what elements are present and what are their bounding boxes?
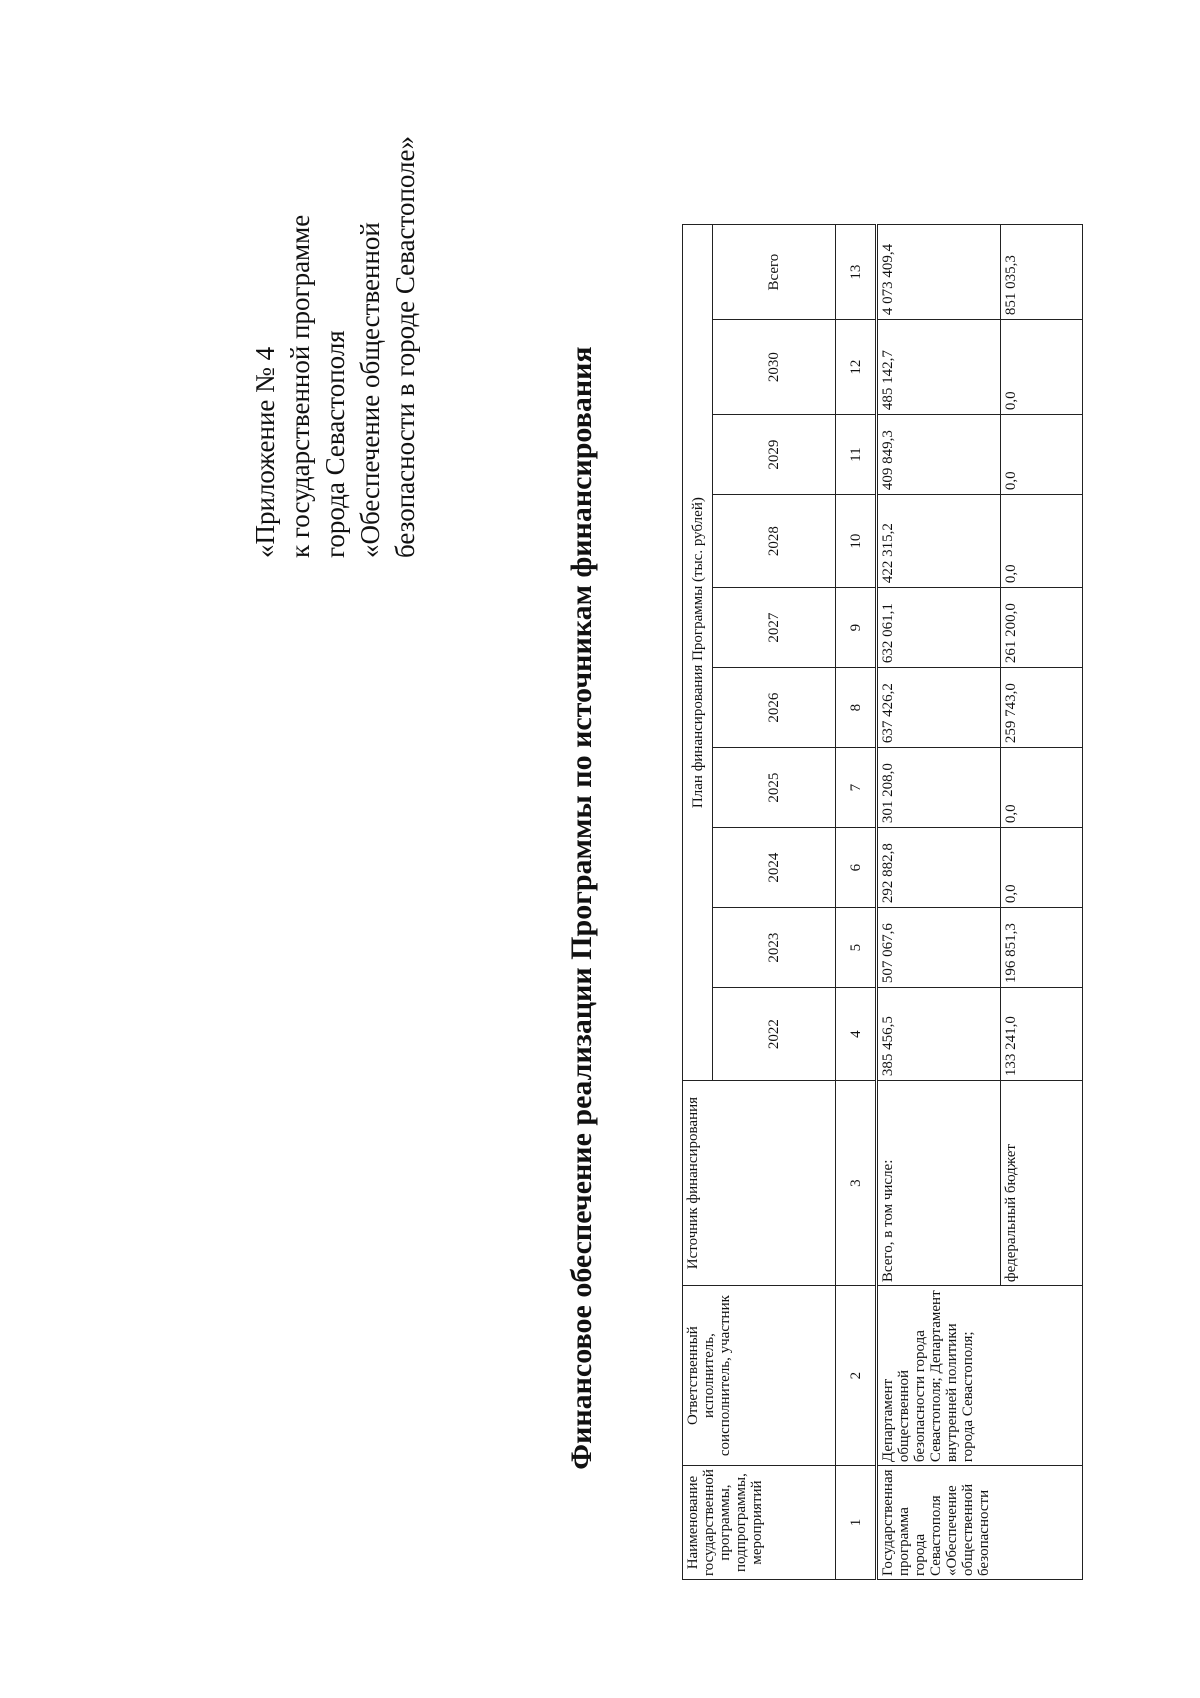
value-cell: 301 208,0 [877,748,1001,828]
appendix-line: безопасности в городе Севастополе» [390,136,420,558]
header-year: 2022 [713,988,836,1081]
value-cell: 632 061,1 [877,588,1001,668]
column-number: 4 [836,988,877,1081]
value-cell: 422 315,2 [877,495,1001,588]
column-number: 6 [836,828,877,908]
financing-table [682,224,1083,1580]
value-cell: 196 851,3 [1001,908,1083,988]
value-cell: 0,0 [1001,748,1083,828]
column-number: 13 [836,225,877,320]
value-cell: 133 241,0 [1001,988,1083,1081]
column-number: 8 [836,668,877,748]
header-year: 2029 [713,415,836,495]
header-year: 2026 [713,668,836,748]
column-number: 9 [836,588,877,668]
header-plan: План финансирования Программы (тыс. рублей) [683,225,713,1081]
value-cell: 409 849,3 [877,415,1001,495]
column-number: 12 [836,320,877,415]
appendix-line: «Приложение № 4 [250,346,280,558]
appendix-note [248,18,423,558]
header-executor: Ответственный исполнитель, соисполнитель, участник [683,1286,836,1466]
table-row [877,225,1001,1580]
appendix-line: «Обеспечение общественной [355,222,385,558]
value-cell: 292 882,8 [877,828,1001,908]
column-number: 10 [836,495,877,588]
appendix-line: к государственной программе [285,214,315,558]
header-year: 2030 [713,320,836,415]
value-cell: 385 456,5 [877,988,1001,1081]
column-number: 7 [836,748,877,828]
value-cell: 507 067,6 [877,908,1001,988]
header-source: Источник финансирования [683,1081,836,1286]
value-cell: 0,0 [1001,415,1083,495]
value-cell: 4 073 409,4 [877,225,1001,320]
column-number: 11 [836,415,877,495]
value-cell: 851 035,3 [1001,225,1083,320]
executor-cell: Департамент общественной безопасности города Севастополя; Департамент внутренней политики города Севастополя; [877,1286,1083,1466]
header-year: 2027 [713,588,836,668]
column-number: 2 [836,1286,877,1466]
document-title: Финансовое обеспечение реализации Программы по источникам финансирования [565,346,598,1470]
value-cell: 261 200,0 [1001,588,1083,668]
value-cell: 485 142,7 [877,320,1001,415]
header-year: 2023 [713,908,836,988]
program-name: Государственная программа города Севастополя «Обеспечение общественной безопасности [877,1466,1083,1580]
value-cell: 259 743,0 [1001,668,1083,748]
source-cell: Всего, в том числе: [877,1081,1001,1286]
header-year: 2028 [713,495,836,588]
header-name: Наименование государственной программы, подпрограммы, мероприятий [683,1466,836,1580]
appendix-line: города Севастополя [320,330,350,558]
source-cell: федеральный бюджет [1001,1081,1083,1286]
column-number: 1 [836,1466,877,1580]
header-year: 2025 [713,748,836,828]
value-cell: 0,0 [1001,320,1083,415]
column-number: 5 [836,908,877,988]
header-total: Всего [713,225,836,320]
column-number: 3 [836,1081,877,1286]
header-year: 2024 [713,828,836,908]
value-cell: 0,0 [1001,828,1083,908]
value-cell: 0,0 [1001,495,1083,588]
value-cell: 637 426,2 [877,668,1001,748]
